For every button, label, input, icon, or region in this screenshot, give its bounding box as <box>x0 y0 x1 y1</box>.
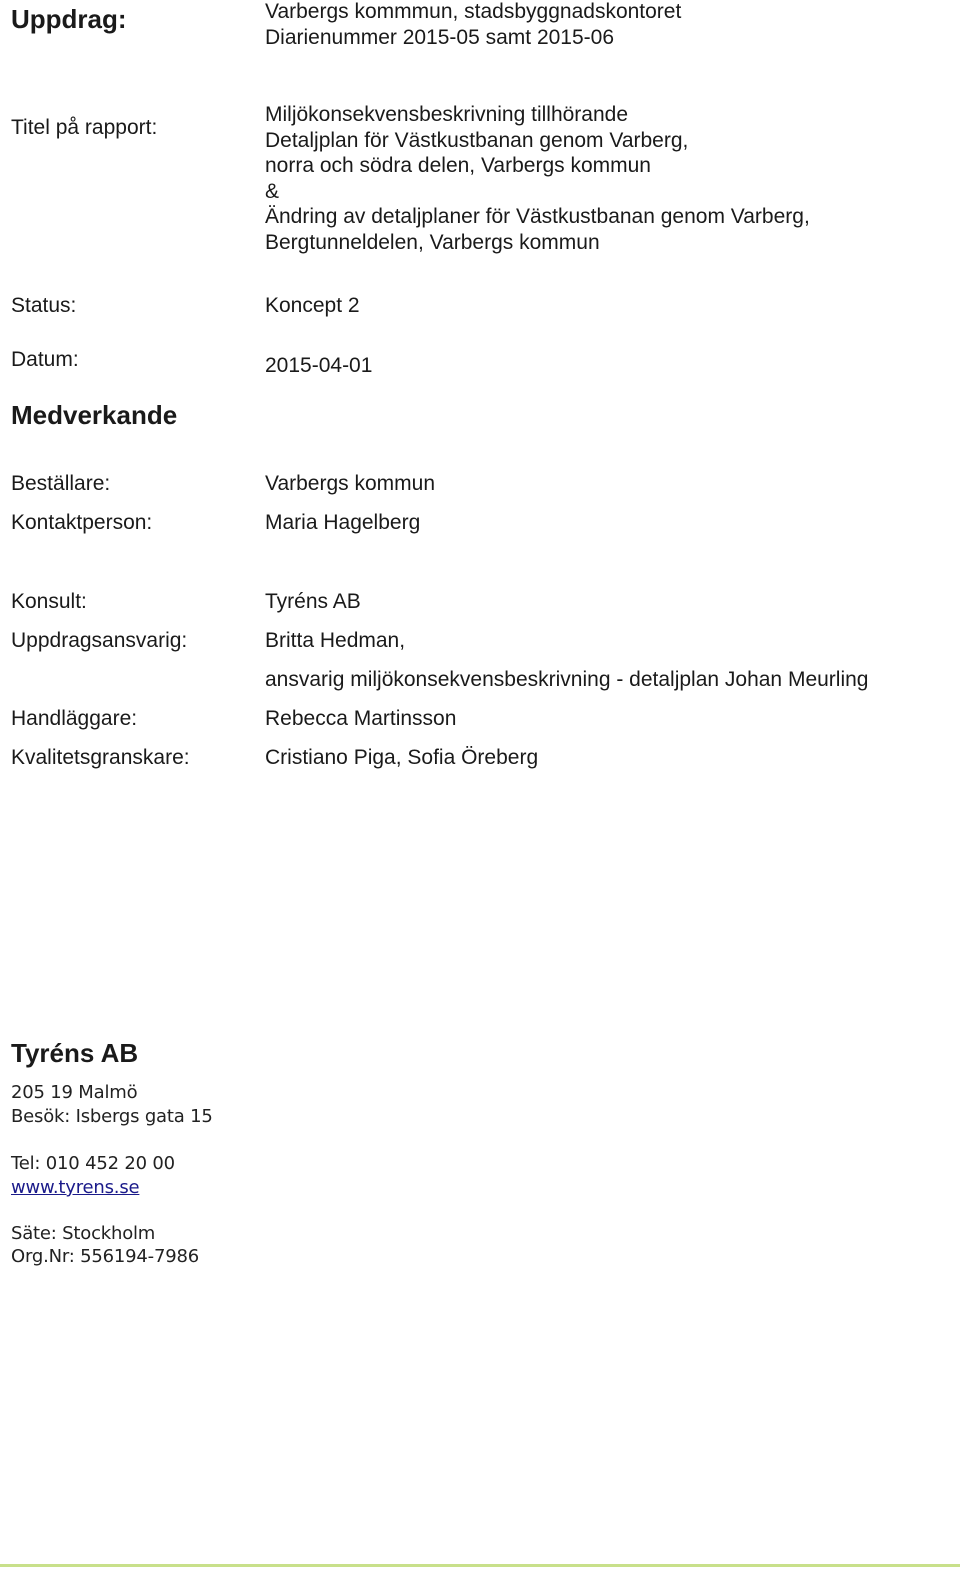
handlaggare-value: Rebecca Martinsson <box>265 707 457 730</box>
company-orgnr: Org.Nr: 556194-7986 <box>11 1246 199 1267</box>
status-value: Koncept 2 <box>265 294 360 317</box>
titel-line: & <box>265 179 280 203</box>
datum-value: 2015-04-01 <box>265 354 373 377</box>
kontaktperson-label: Kontaktperson: <box>11 511 153 534</box>
titel-line: Detaljplan för Västkustbanan genom Varberg, <box>265 128 689 152</box>
bestallare-label: Beställare: <box>11 472 111 495</box>
handlaggare-label: Handläggare: <box>11 707 138 730</box>
bottom-accent-line <box>0 1564 960 1567</box>
datum-label: Datum: <box>11 348 79 371</box>
uppdrag-line: Varbergs kommmun, stadsbyggnadskontoret <box>265 0 682 23</box>
company-seat: Säte: Stockholm <box>11 1223 156 1244</box>
uppdrag-label: Uppdrag: <box>11 4 127 34</box>
medverkande-heading: Medverkande <box>11 400 178 430</box>
titel-value <box>265 102 810 256</box>
bestallare-value: Varbergs kommun <box>265 472 436 495</box>
uppdragsansvarig-label: Uppdragsansvarig: <box>11 629 188 652</box>
uppdragsansvarig-line-2: ansvarig miljökonsekvensbeskrivning - detaljplan Johan Meurling <box>265 668 869 691</box>
status-label: Status: <box>11 294 77 317</box>
titel-label: Titel på rapport: <box>11 116 158 139</box>
titel-line: Miljökonsekvensbeskrivning tillhörande <box>265 103 629 126</box>
titel-line: norra och södra delen, Varbergs kommun <box>265 154 651 178</box>
company-name: Tyréns AB <box>11 1038 139 1068</box>
company-tel: Tel: 010 452 20 00 <box>11 1153 175 1174</box>
kvalitetsgranskare-value: Cristiano Piga, Sofia Öreberg <box>265 746 539 769</box>
uppdragsansvarig-line-1: Britta Hedman, <box>265 629 406 652</box>
company-web-link[interactable]: www.tyrens.se <box>11 1177 140 1198</box>
company-web <box>11 1177 139 1198</box>
kvalitetsgranskare-label: Kvalitetsgranskare: <box>11 746 190 769</box>
konsult-value: Tyréns AB <box>265 590 361 613</box>
uppdrag-value <box>265 0 681 50</box>
uppdrag-line: Diarienummer 2015-05 samt 2015-06 <box>265 25 615 49</box>
titel-line: Bergtunneldelen, Varbergs kommun <box>265 230 600 254</box>
konsult-label: Konsult: <box>11 590 87 613</box>
company-visit: Besök: Isbergs gata 15 <box>11 1106 213 1127</box>
titel-line: Ändring av detaljplaner för Västkustbanan genom Varberg, <box>265 205 810 229</box>
company-postal: 205 19 Malmö <box>11 1082 138 1103</box>
kontaktperson-value: Maria Hagelberg <box>265 511 421 534</box>
